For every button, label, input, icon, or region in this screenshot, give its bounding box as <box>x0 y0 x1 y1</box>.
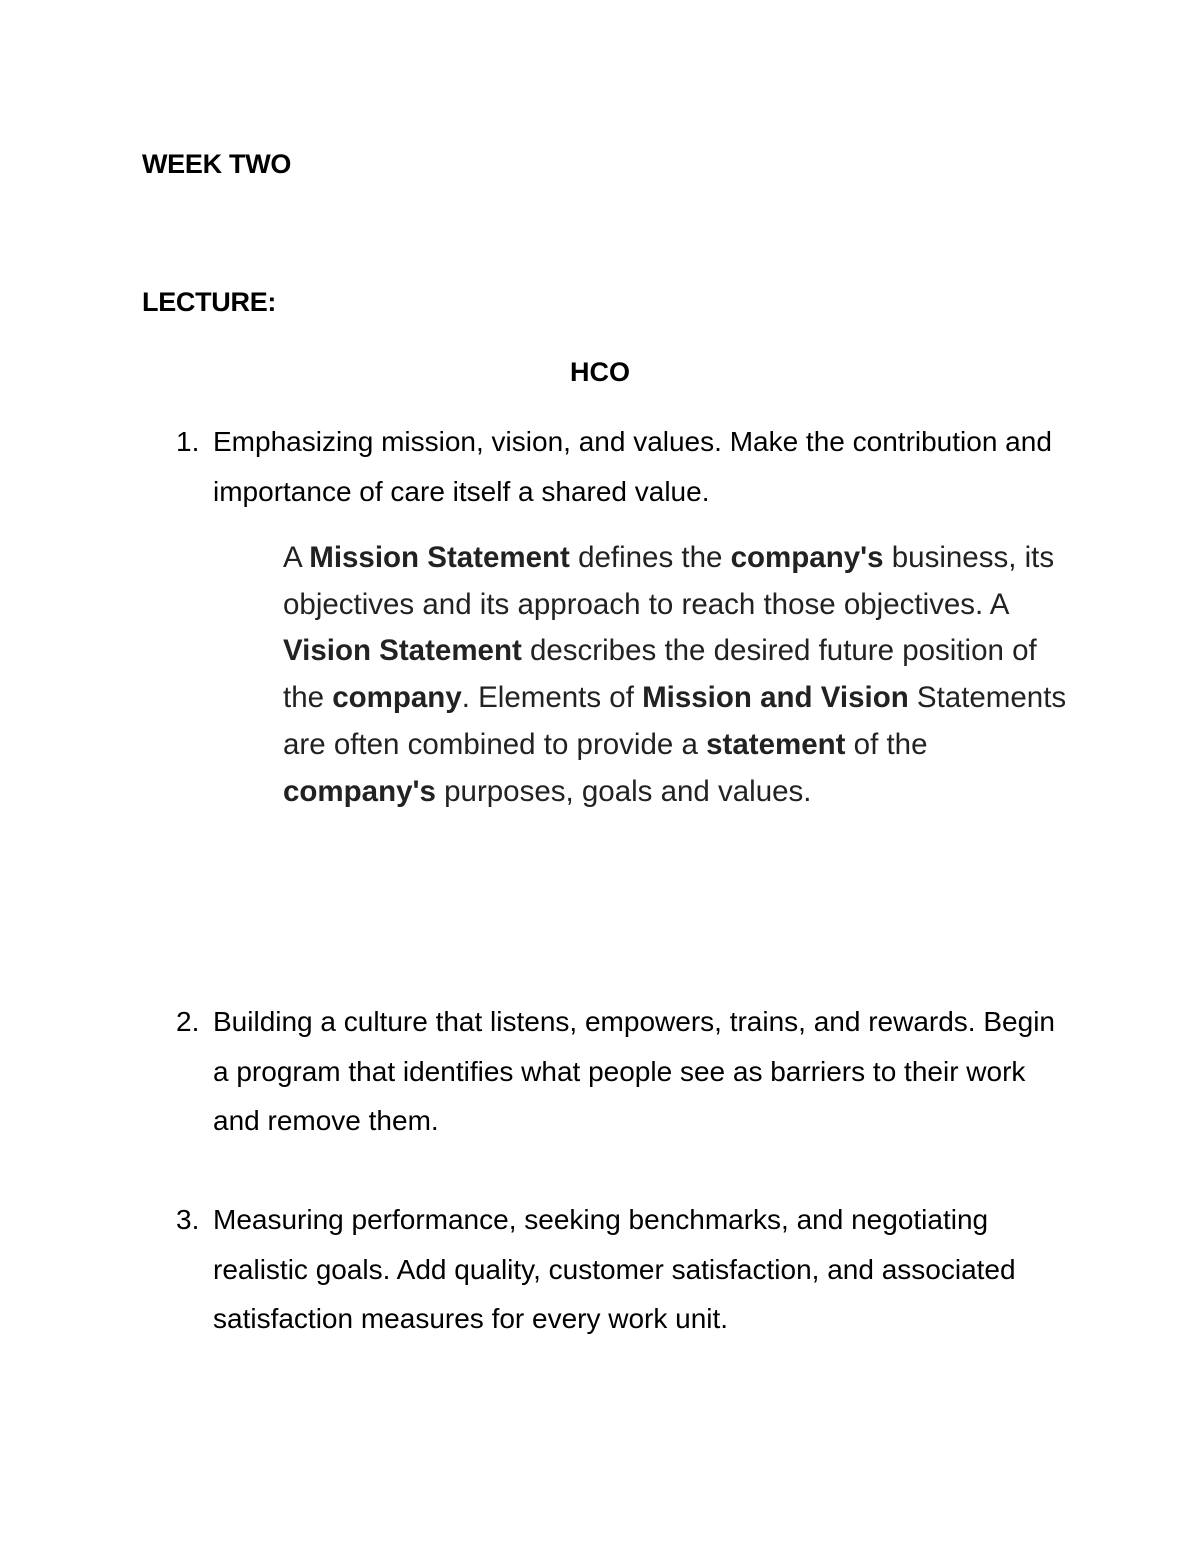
list-item-text: Emphasizing mission, vision, and values. Make the contribution and importance of care itself a shared value. <box>213 426 1052 507</box>
list-item-number: 1. <box>176 426 200 457</box>
definition-text: describes the desired future position of the <box>283 634 1037 715</box>
definition-bold-term: company's <box>730 541 884 574</box>
list-item-number: 3. <box>176 1204 200 1235</box>
definition-text: business, its objectives and its approach to reach those objectives. A <box>283 541 1055 621</box>
lecture-label: LECTURE: <box>142 287 277 317</box>
definition-text: defines the <box>569 541 731 574</box>
mission-vision-definition <box>283 535 1073 815</box>
definition-text: A <box>283 541 310 574</box>
definition-bold-term: statement <box>706 727 846 761</box>
section-title: HCO <box>570 357 630 387</box>
list-item <box>176 1195 1076 1344</box>
definition-bold-term: company's <box>283 774 436 808</box>
definition-bold-term: Mission and Vision <box>642 681 909 715</box>
definition-text: Statements are often combined to provide a <box>283 681 1067 761</box>
definition-bold-term: company <box>332 681 462 715</box>
definition-text: purposes, goals and values. <box>435 774 812 808</box>
definition-bold-term: Vision Statement <box>283 634 522 668</box>
list-item-text: Building a culture that listens, empowers, trains, and rewards. Begin a program that identifies what people see as barriers to their work and remove them. <box>213 1006 1055 1136</box>
week-title: WEEK TWO <box>142 149 292 179</box>
definition-text: . Elements of <box>461 681 643 715</box>
definition-bold-term: Mission Statement <box>309 541 570 574</box>
list-item-text: Measuring performance, seeking benchmarks, and negotiating realistic goals. Add quality, customer satisfaction, and associated satisfaction measures for every work unit. <box>213 1204 1016 1334</box>
definition-text: of the <box>845 727 928 761</box>
list-item-number: 2. <box>176 1006 200 1037</box>
list-item <box>176 417 1076 516</box>
list-item <box>176 997 1076 1146</box>
